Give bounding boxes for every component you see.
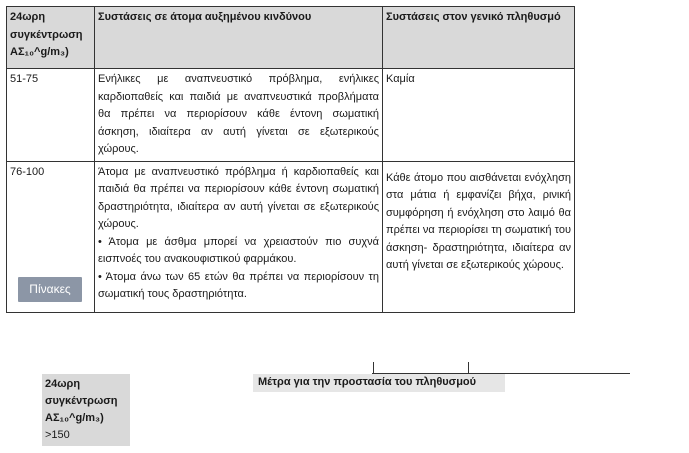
bullet-item: • Άτομα με άσθμα μπορεί να χρειαστούν πιο συχνά εισπνοές του ανακουφιστικού φαρμάκου. [98,235,379,265]
range-value: 76-100 [10,165,45,178]
header-high-risk: Συστάσεις σε άτομα αυξημένου κινδύνου [95,7,383,69]
recommendations-table [6,6,575,313]
range-cell [7,161,95,312]
high-risk-cell: Ενήλικες με αναπνευστικό πρόβλημα, ενήλικες καρδιοπαθείς και παιδιά με αναπνευστικά προβλήματα θα πρέπει να περιορίσουν κάθε έντονη σωματική άσκηση, ιδιαίτερα αν αυτή γίνεται σε εξωτερικούς χώρους. [95,69,383,162]
table-row [7,69,575,162]
general-cell: Καμία [383,69,575,162]
range-cell: 51-75 [7,69,95,162]
tables-badge-button[interactable]: Πίνακες [18,277,82,302]
bullet-item: • Άτομα άνω των 65 ετών θα πρέπει να περιορίσουν τη σωματική τους δραστηριότητα. [98,270,379,300]
general-cell: Κάθε άτομο που αισθάνεται ενόχληση στα μάτια ή εμφανίζει βήχα, ρινική συμφόρηση ή ενόχληση στο λαιμό θα πρέπει να περιορίσει τη σωματική του άσκηση- δραστηριότητα, ιδιαίτερα αν αυτή γίνεται σε εξωτερικούς χώρους. [383,161,575,312]
lower-concentration-label: 24ωρη συγκέντρωση ΑΣ₁₀^g/m₃) [45,378,118,424]
table-row [7,161,575,312]
table-header-row [7,7,575,69]
lower-range-value: >150 [45,429,70,441]
high-risk-cell [95,161,383,312]
lower-concentration-box [42,374,130,446]
bracket-tick [468,362,469,373]
header-general: Συστάσεις στον γενικό πληθυσμό [383,7,575,69]
high-risk-text: Άτομα με αναπνευστικό πρόβλημα ή καρδιοπαθείς και παιδιά θα πρέπει να περιορίσουν κάθε έντονη σωματική δραστηριότητα, ιδιαίτερα αν αυτή γίνεται σε εξωτερικούς χώρους. [98,165,379,230]
measures-title: Μέτρα για την προστασία του πληθυσμού [258,376,477,388]
bracket-tick [373,362,374,373]
header-concentration: 24ωρη συγκέντρωση ΑΣ₁₀^g/m₃) [7,7,95,69]
